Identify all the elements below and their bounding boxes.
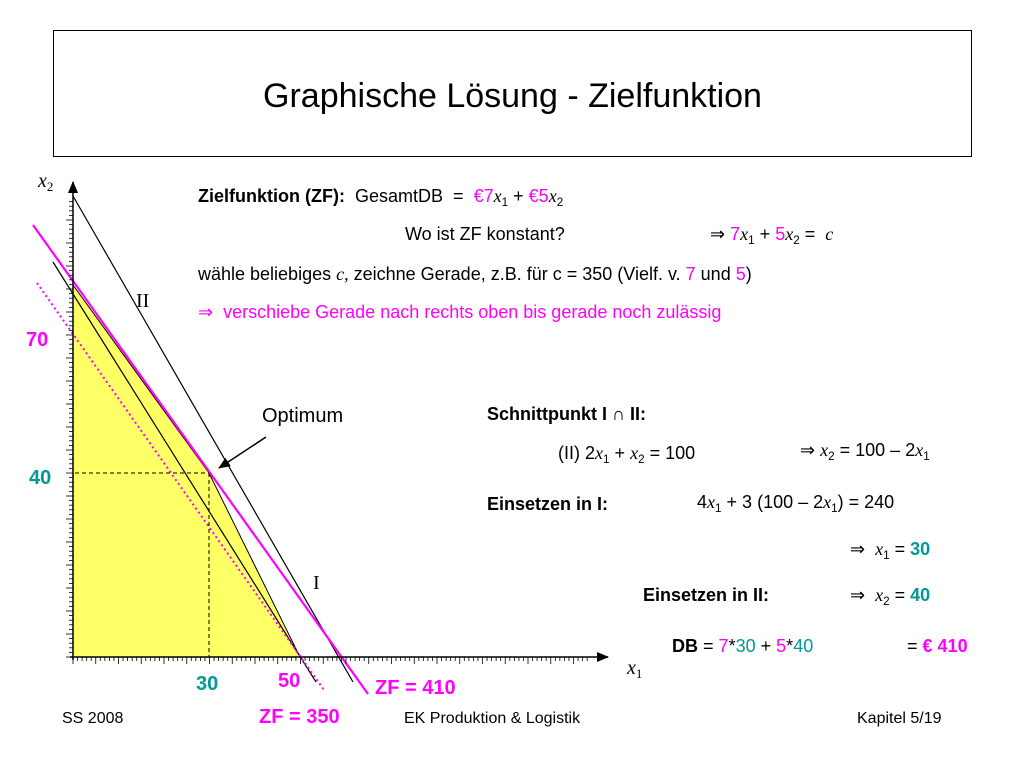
db-line: DB = 7*30 + 5*40 bbox=[672, 636, 814, 656]
iso-line-eq: ⇒ $7x_1 + 5x_2 = c$ bbox=[710, 224, 834, 247]
optimum-arrow bbox=[219, 437, 266, 468]
optimum-label: Optimum bbox=[262, 405, 344, 427]
db-result-line: = € 410 bbox=[907, 636, 968, 656]
eq-ii: (II) $2x_1 + x_2 = 100$ bbox=[558, 443, 696, 466]
zf-410-label: ZF = 410 bbox=[375, 677, 456, 699]
gesamt-label: GesamtDB bbox=[354, 186, 444, 206]
result-x2: ⇒ $x_2 = 40$ bbox=[850, 585, 931, 608]
footer-center: EK Produktion & Logistik bbox=[404, 710, 581, 727]
result-x1: ⇒ $x_1 = 30$ bbox=[850, 539, 931, 562]
schnitt-label: Schnittpunkt I ∩ II: bbox=[487, 404, 646, 424]
y-mark-70: 70 bbox=[26, 329, 49, 351]
x-mark-50: 50 bbox=[278, 670, 301, 692]
x-axis-label: $x_1$ bbox=[627, 657, 643, 681]
y-mark-40: 40 bbox=[29, 467, 52, 489]
einsetzen-i-label: Einsetzen in I: bbox=[487, 494, 609, 514]
db-result: € 410 bbox=[922, 636, 968, 656]
shift-line: ⇒ verschiebe Gerade nach rechts oben bis gerade noch zulässig bbox=[198, 302, 722, 322]
zf-label: Zielfunktion (ZF): bbox=[198, 186, 345, 206]
waehle-line: wähle beliebiges c, zeichne Gerade, z.B. für c = 350 (Vielf. v. 7 und 5) bbox=[198, 264, 752, 284]
footer-left: SS 2008 bbox=[62, 710, 124, 727]
line-ii-label: II bbox=[136, 290, 150, 312]
eq-ii-result: ⇒ $x_2 = 100 - 2x_1$ bbox=[800, 440, 930, 463]
eq-i-subst: $4x_1 + 3$ $(100 - 2x_1) = 240$ bbox=[697, 492, 895, 515]
slide-title: Graphische Lösung - Zielfunktion bbox=[263, 77, 762, 115]
zf-line: Zielfunktion (ZF): GesamtDB = $€7x_1$ + $€5x_2$ bbox=[198, 186, 564, 209]
footer-right: Kapitel 5/19 bbox=[857, 710, 942, 727]
line-i-label: I bbox=[313, 572, 320, 594]
y-axis-label: $x_2$ bbox=[38, 170, 54, 194]
question: Wo ist ZF konstant? bbox=[405, 224, 565, 244]
zf-350-label: ZF = 350 bbox=[259, 706, 340, 728]
einsetzen-ii-label: Einsetzen in II: bbox=[643, 585, 770, 605]
x-mark-30: 30 bbox=[196, 673, 219, 695]
